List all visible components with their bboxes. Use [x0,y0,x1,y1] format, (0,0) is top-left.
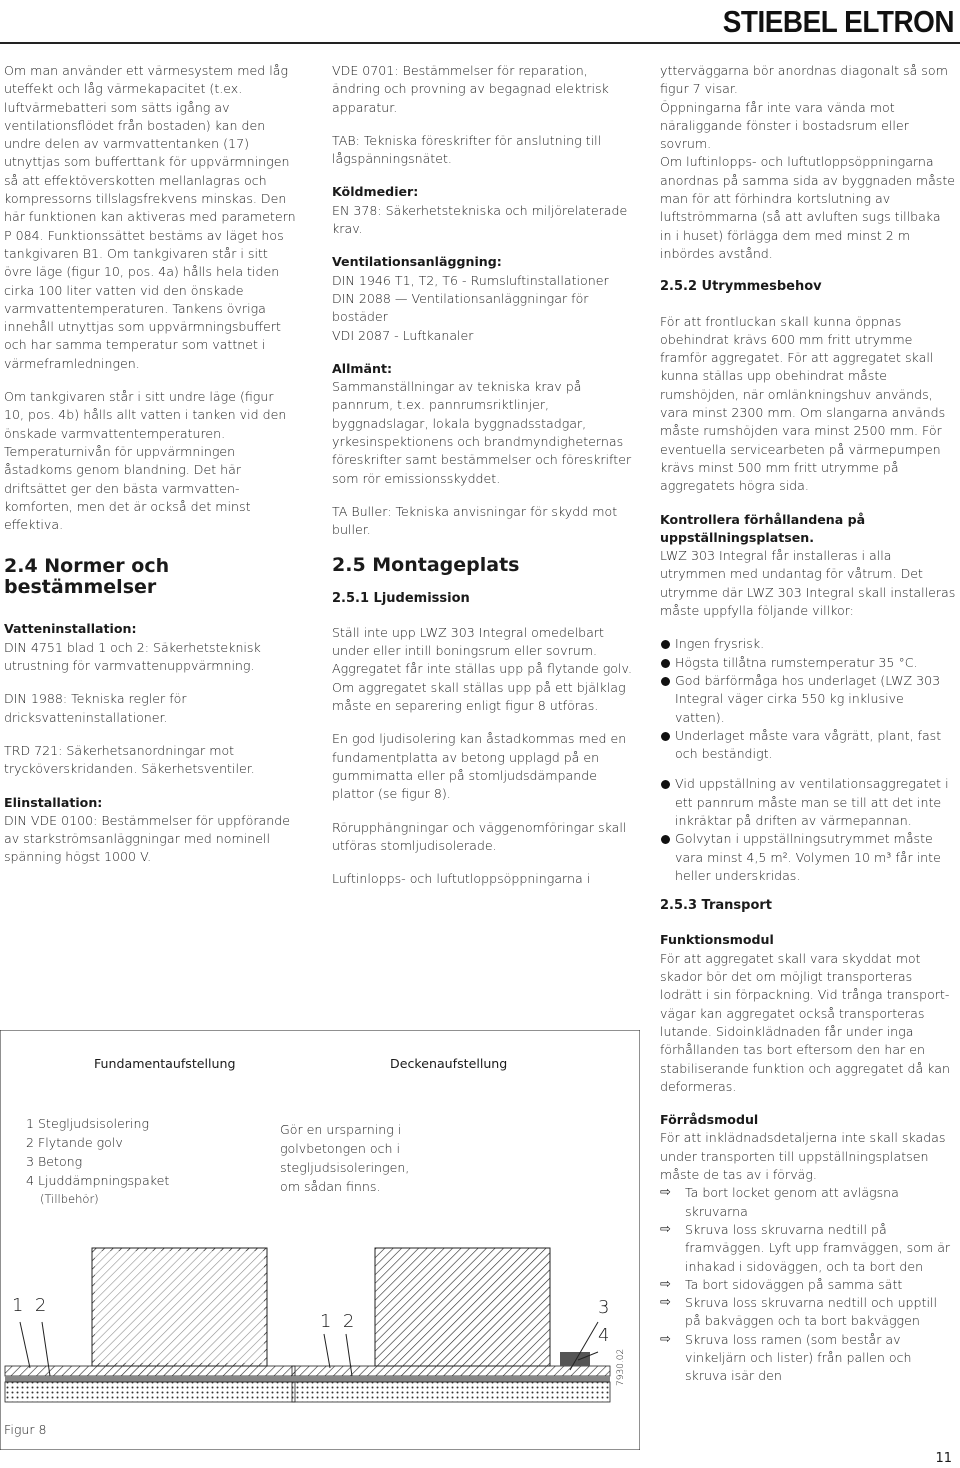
paragraph: Vatteninstallation: DIN 4751 blad 1 och 2: Säkerhetsteknisk utrustning för varmvattenuppvärmning. [4,620,296,675]
arrow-right-icon: ⇨ [660,1295,671,1311]
figure-caption: Figur 8 [4,1422,47,1437]
paragraph: Ventilationsanläggning: DIN 1946 T1, T2, T6 - Rumsluftinstallationer DIN 2088 — Ventilationsanläggningar för bostäder VDI 2087 - Luftkanaler [332,253,632,344]
section-heading-2-5: 2.5 Montageplats [332,553,520,576]
figure-note: Gör en ursparning i golvbetongen och i stegljudsisoleringen, om sådan finns. [280,1122,410,1194]
paragraph: Om luftinlopps- och luftutloppsöppningarna anordnas på samma sida av byggnaden måste man för att förhindra kortslutning av luftströmmarna (så att avluften sugs tillbaka in i huset) förlägga dem med minst 2 m inbördes avstånd. [660,154,956,261]
subsection-heading: 2.5.3 Transport [660,898,773,914]
arrow-right-icon: ⇨ [660,1331,671,1347]
paragraph: ytterväggarna bör anordnas diagonalt så som figur 7 visar. [660,63,948,97]
column-3 [660,62,956,1386]
instruction-steps [660,1184,956,1385]
subheading: Elinstallation: [4,794,103,810]
paragraph: Funktionsmodul För att aggregatet skall vara skyddat mot skador bör det om möjligt transporteras lodrätt i sin förpackning. Vid trånga transport-vägar kan aggregatet också transporteras lutande. Sidoinklädnaden får under inga förhållanden tas bort eftersom den har en stabiliserande funktion och aggregatet då kan deformeras. [660,931,956,1096]
subsection-heading: 2.5.2 Utrymmesbehov [660,279,822,295]
figure-drawing [0,1030,640,1450]
step-item: ⇨ Skruva loss skruvarna nedtill och upptill på bakväggen och ta bort bakväggen [660,1295,937,1329]
figure-title-right: Deckenaufstellung [390,1056,508,1071]
paragraph: Luftinlopps- och luftutloppsöppningarna i [332,871,591,887]
paragraph: Om tankgivaren står i sitt undre läge (figur 10, pos. 4b) hålls allt vatten i tanken vid den önskade varmvattentemperaturen. Temperaturnivån för uppvärmningen åstadkoms genom blandning. Det här driftsättet ger den bästa varmvatten-komforten, men det är också det minst effektiva. [4,389,287,533]
paragraph: TAB: Tekniska föreskrifter för anslutning till lågspänningsnätet. [332,132,602,167]
paragraph: Öppningarna får inte vara vända mot näraliggande fönster i bostadsrum eller sovrum. [660,99,909,152]
paragraph: Allmänt: Sammanställningar av tekniska krav på pannrum, t.ex. pannrumsriktlinjer, byggnadslagar, lokala byggnadsstadgar, yrkesinspektionens och brandmyndigheternas föreskrifter samt bestämmelser och föreskrifter som rör emissionsskyddet. [332,360,632,486]
paragraph: Ställ inte upp LWZ 303 Integral omedelbart under eller intill boningsrum eller sovrum. Aggregatet får inte ställas upp på flytande golv. Om aggregatet skall ställas upp på ett bjälklag måste en separering enligt figur 8 utföras. [332,624,632,714]
paragraph: TRD 721: Säkerhetsanordningar mot trycköverskridanden. Säkerhetsventiler. [4,742,255,777]
page-number: 11 [935,1451,952,1466]
list-item: Golvytan i uppställningsutrymmet måste vara minst 4,5 m². Volymen 10 m³ får inte heller underskridas. [660,830,956,885]
list-item: Underlaget måste vara vågrätt, plant, fast och beständigt. [660,727,956,764]
step-item: ⇨ Ta bort locket genom att avlägsna skruvarna [660,1185,899,1219]
figure-code: 7930.02 [616,1348,626,1386]
step-item: ⇨ Skruva loss ramen (som består av vinkeljärn och lister) från pallen och skruva isär den [660,1331,912,1384]
subheading: Funktionsmodul [660,932,774,948]
arrow-right-icon: ⇨ [660,1276,671,1292]
subsection-heading: 2.5.1 Ljudemission [332,590,470,606]
list-item: Vid uppställning av ventilationsaggregatet i ett pannrum måste man se till att det inte inkräktar på driften av värmepannan. [660,775,956,830]
header-rule [0,42,960,44]
subheading: Vatteninstallation: [4,621,137,637]
figure-label-1-2-left: 1 2 [12,1295,47,1316]
section-heading-2-4: 2.4 Normer och bestämmelser [4,555,170,599]
paragraph: DIN 1988: Tekniska regler för dricksvatteninstallationer. [4,691,187,725]
figure-label-3: 3 [598,1297,610,1318]
figure-label-1-2-right: 1 2 [320,1311,355,1332]
arrow-right-icon: ⇨ [660,1185,671,1201]
paragraph: VDE 0701: Bestämmelser för reparation, ändring och provning av begagnad elektrisk apparatur. [332,63,609,115]
subheading: Köldmedier: [332,184,419,200]
paragraph: För att frontluckan skall kunna öppnas obehindrat krävs 600 mm fritt utrymme framför aggregatet. För att aggregatet skall kunna ställas upp obehindrat måste rumshöjden, när omlänkningshuv används, vara minst 2300 mm. Om slangarna används måste rumshöjden vara minst 2500 mm. För eventuella servicearbeten på värmepumpen krävs minst 500 mm fritt utrymme på aggregatets högra sida. [660,313,946,494]
arrow-right-icon: ⇨ [660,1221,671,1237]
paragraph: Elinstallation: DIN VDE 0100: Bestämmelser för uppförande av starkströmsanläggningar med nominell spänning högst 1000 V. [4,794,296,867]
subheading: Kontrollera förhållandena på uppställningsplatsen. [660,511,866,545]
step-item: ⇨ Skruva loss skruvarna nedtill på framväggen. Lyft upp framväggen, som är inhakad i sidoväggen, och ta bort den [660,1221,951,1274]
subheading: Ventilationsanläggning: [332,254,502,270]
list-item: God bärförmåga hos underlaget (LWZ 303 Integral väger cirka 550 kg inklusive vatten). [660,672,956,727]
figure-title-left: Fundamentaufstellung [94,1056,236,1071]
brand-logo: STIEBEL ELTRON [722,4,954,39]
paragraph: TA Buller: Tekniska anvisningar för skydd mot buller. [332,503,618,538]
figure-8 [0,1030,640,1450]
list-item: Ingen frysrisk. [660,635,956,653]
paragraph: Rörupphängningar och väggenomföringar skall utföras stomljudisolerade. [332,819,627,853]
paragraph: Förrådsmodul För att inklädnadsdetaljerna inte skall skadas under transporten till uppställningsplatsen måste de tas av i förväg. [660,1111,956,1184]
subheading: Förrådsmodul [660,1112,759,1128]
paragraph: En god ljudisolering kan åstadkommas med en fundamentplatta av betong upplagd på en gummimatta eller på stomljudsdämpande plattor (se figur 8). [332,731,627,802]
figure-legend: 1 Stegljudsisolering 2 Flytande golv 3 Betong 4 Ljuddämpningspaket (Tillbehör) [26,1116,170,1206]
paragraph: Köldmedier: EN 378: Säkerhetstekniska och miljörelaterade krav. [332,183,632,238]
column-2 [332,62,632,903]
subheading: Allmänt: [332,360,393,376]
step-item: ⇨ Ta bort sidoväggen på samma sätt [660,1276,956,1294]
requirements-list [660,635,956,885]
list-item: Högsta tillåtna rumstemperatur 35 °C. [660,654,956,672]
paragraph: Kontrollera förhållandena på uppställningsplatsen. LWZ 303 Integral får installeras i alla utrymmen med undantag för våtrum. Det utrymme där LWZ 303 Integral skall installeras måste uppfylla följande villkor: [660,511,956,619]
paragraph: Om man använder ett värmesystem med låg uteffekt och låg värmekapacitet (t.ex. luftvärmebatteri som sätts igång av ventilationsflödet från bostaden) kan den undre delen av varmvattentanken (17) utnyttjas som bufferttank för uppvärmningen så att effektöverskotten mellanlagras och kompressorns tillslagsfrekvens minskas. Den här funktionen kan aktiveras med parametern P 084. Funktionssättet bestäms av läget hos tankgivaren B1. Om tankgivaren står i sitt övre läge (figur 10, pos. 4a) hålls hela tiden cirka 100 liter vatten vid den önskade varmvattentemperaturen. Tankens övriga innehåll utnyttjas som uppvärmningsbuffert och har samma temperatur som vattnet i värmeframledningen. [4,63,296,371]
column-1 [4,62,296,882]
figure-label-4: 4 [598,1325,610,1346]
